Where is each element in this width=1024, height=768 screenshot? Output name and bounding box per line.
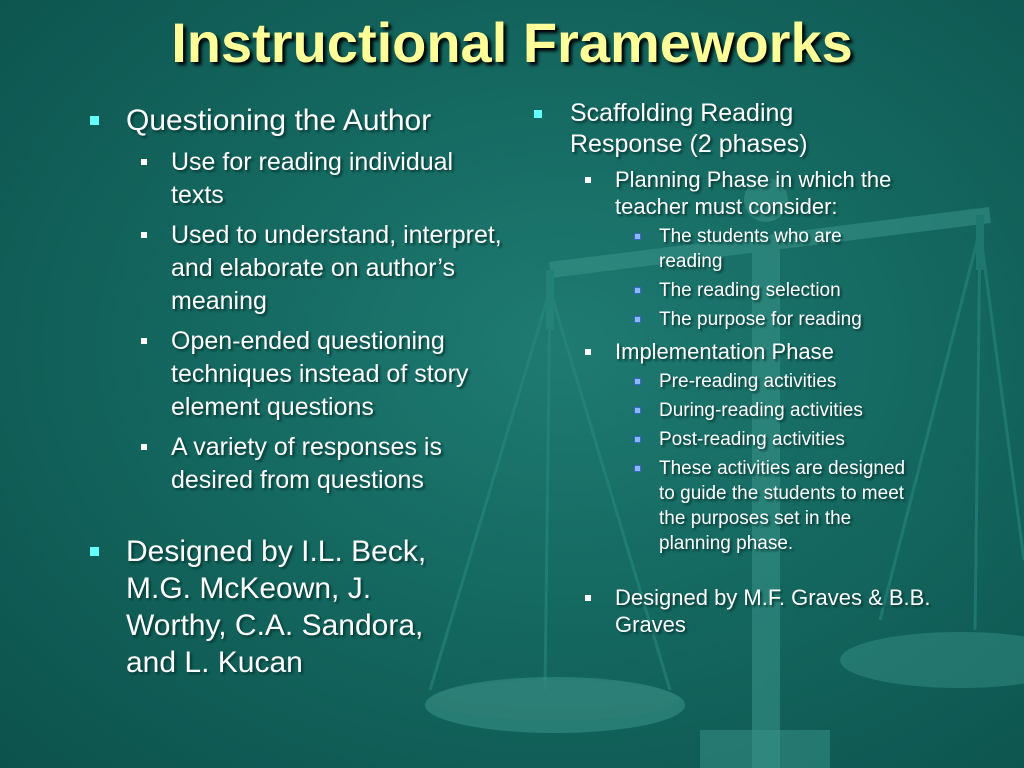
blue-square-bullet-icon xyxy=(634,316,641,323)
left-sub-item xyxy=(86,146,506,212)
small-square-bullet-icon xyxy=(141,444,147,450)
left-heading-item xyxy=(86,102,506,139)
implementation-sub-item xyxy=(530,456,909,556)
slide-title: Instructional Frameworks xyxy=(171,11,853,74)
small-square-bullet-icon xyxy=(141,338,147,344)
implementation-sub-item-text: These activities are designed to guide the students to meet the purposes set in the planning phase. xyxy=(659,458,906,554)
planning-sub-item-text: The purpose for reading xyxy=(659,309,862,330)
small-square-bullet-icon xyxy=(141,232,147,238)
left-sub-item-text: Open-ended questioning techniques instead of story element questions xyxy=(171,327,469,421)
planning-sub-item xyxy=(530,307,970,332)
implementation-sub-item xyxy=(530,369,970,394)
left-sub-item xyxy=(86,325,506,424)
implementation-sub-item-text: Post-reading activities xyxy=(659,429,845,450)
small-square-bullet-icon xyxy=(585,177,591,183)
left-sub-item xyxy=(86,219,506,318)
planning-sub-item-text: The reading selection xyxy=(659,280,841,301)
small-square-bullet-icon xyxy=(585,595,591,601)
right-credit: Designed by M.F. Graves & B.B. Graves xyxy=(615,585,931,637)
left-credit-item xyxy=(86,533,456,681)
left-sub-item xyxy=(86,431,506,497)
implementation-sub-item-text: During-reading activities xyxy=(659,400,863,421)
square-bullet-icon xyxy=(90,116,99,125)
implementation-sub-item xyxy=(530,427,970,452)
left-sub-item-text: Used to understand, interpret, and elaborate on author’s meaning xyxy=(171,221,502,315)
implementation-sub-item-text: Pre-reading activities xyxy=(659,371,837,392)
blue-square-bullet-icon xyxy=(634,465,641,472)
planning-phase-label: Planning Phase in which the teacher must consider: xyxy=(615,167,892,219)
blue-square-bullet-icon xyxy=(634,233,641,240)
implementation-phase-item xyxy=(530,338,970,365)
right-column xyxy=(530,98,970,638)
right-credit-item xyxy=(530,584,935,638)
implementation-sub-item xyxy=(530,398,970,423)
small-square-bullet-icon xyxy=(585,349,591,355)
implementation-phase-label: Implementation Phase xyxy=(615,339,834,364)
left-credit: Designed by I.L. Beck, M.G. McKeown, J. Worthy, C.A. Sandora, and L. Kucan xyxy=(126,535,427,679)
planning-sub-item xyxy=(530,278,970,303)
blue-square-bullet-icon xyxy=(634,407,641,414)
square-bullet-icon xyxy=(90,547,99,556)
square-bullet-icon xyxy=(534,110,542,118)
left-sub-item-text: A variety of responses is desired from questions xyxy=(171,433,442,494)
planning-sub-item xyxy=(530,224,899,274)
planning-sub-item-text: The students who are reading xyxy=(659,226,842,272)
blue-square-bullet-icon xyxy=(634,436,641,443)
left-sub-item-text: Use for reading individual texts xyxy=(171,148,454,209)
left-heading: Questioning the Author xyxy=(126,104,432,137)
left-column xyxy=(86,102,506,681)
right-heading: Scaffolding Reading Response (2 phases) xyxy=(570,99,808,158)
blue-square-bullet-icon xyxy=(634,378,641,385)
right-heading-item xyxy=(530,98,870,160)
blue-square-bullet-icon xyxy=(634,287,641,294)
planning-phase-item xyxy=(530,166,970,220)
small-square-bullet-icon xyxy=(141,159,147,165)
